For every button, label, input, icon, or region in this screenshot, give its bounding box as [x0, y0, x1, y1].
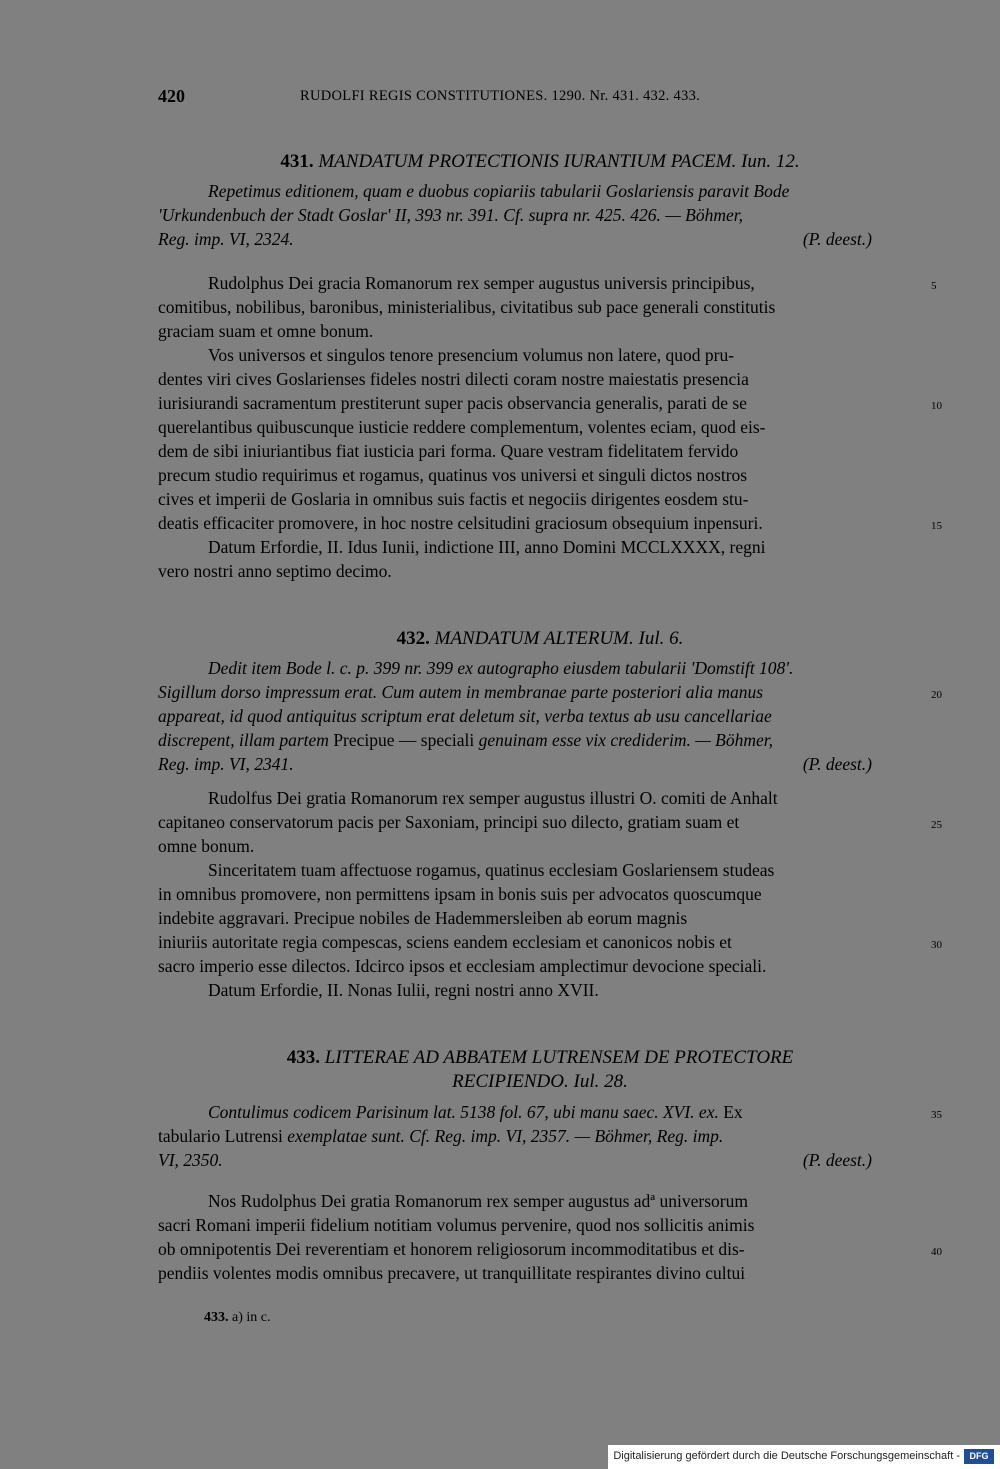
doc431-title: MANDATUM PROTECTIONIS IURANTIUM PACEM.	[318, 151, 737, 172]
doc433-note-1a: Contulimus codicem Parisinum lat. 5138 fol. 67, ubi manu saec. XVI. ex.	[208, 1102, 719, 1122]
margin-number-35: 35	[931, 1109, 942, 1121]
running-head: RUDOLFI REGIS CONSTITUTIONES. 1290. Nr. 431. 432. 433.	[300, 88, 701, 104]
doc432-note-5	[158, 752, 922, 776]
doc431-line-8: dem de sibi iniuriantibus fiat iusticia pari forma. Quare vestram fidelitatem fervido	[158, 441, 739, 461]
dfg-logo: DFG	[964, 1449, 994, 1464]
doc432-number: 432.	[396, 628, 430, 649]
doc431-line-13: vero nostri anno septimo decimo.	[158, 561, 392, 581]
margin-number-40: 40	[931, 1246, 942, 1258]
footnote-number: 433.	[204, 1310, 229, 1325]
doc431-line-9: precum studio requirimus et rogamus, quatinus vos universi et singuli dictos nostros	[158, 465, 748, 485]
footer-bar	[608, 1445, 1000, 1469]
doc433-note-1b: Ex	[723, 1102, 743, 1122]
doc433-note-3	[158, 1148, 922, 1172]
doc431-note-2: 'Urkundenbuch der Stadt Goslar' II, 393 nr. 391. Cf. supra nr. 425. 426. — Böhmer,	[158, 205, 743, 225]
doc433-note-2a: tabulario Lutrensi	[158, 1126, 283, 1146]
doc433-title-2: RECIPIENDO.	[452, 1071, 569, 1092]
doc431-line-2: comitibus, nobilibus, baronibus, ministerialibus, civitatibus sub pace generali constitutis	[158, 297, 776, 317]
doc432-note-4	[158, 728, 922, 752]
doc432-note-5-text: Reg. imp. VI, 2341.	[158, 754, 294, 774]
margin-number-15: 15	[931, 520, 942, 532]
doc432-tag: (P. deest.)	[802, 754, 872, 774]
doc431-heading	[158, 150, 922, 174]
doc433-note-3-text: VI, 2350.	[158, 1150, 223, 1170]
doc431-line-11: deatis efficaciter promovere, in hoc nostre celsitudini graciosum obsequium inpensuri.	[158, 513, 763, 533]
doc433-line-1: Nos Rudolphus Dei gratia Romanorum rex semper augustus adª universorum	[208, 1191, 748, 1211]
doc432-note-4b: Precipue — speciali	[333, 730, 475, 750]
doc432-heading	[158, 627, 922, 651]
footnote	[158, 1306, 922, 1330]
margin-number-10: 10	[931, 400, 942, 412]
doc433-line-3: ob omnipotentis Dei reverentiam et honorem religiosorum incommoditatibus et dis-	[158, 1239, 745, 1259]
doc433-title-1: LITTERAE AD ABBATEM LUTRENSEM DE PROTECTORE	[324, 1047, 794, 1068]
footnote-text: a) in c.	[232, 1310, 271, 1325]
doc432-note-4c: genuinam esse vix crediderim. — Böhmer,	[478, 730, 773, 750]
doc433-heading	[158, 1046, 922, 1070]
doc431-note-3	[158, 227, 922, 251]
doc432-date: Iul. 6.	[638, 628, 684, 649]
doc432-line-9: Datum Erfordie, II. Nonas Iulii, regni nostri anno XVII.	[208, 980, 599, 1000]
doc431-line-4: Vos universos et singulos tenore presencium volumus non latere, quod pru-	[208, 345, 735, 365]
doc432-line-8: sacro imperio esse dilectos. Idcirco ipsos et ecclesiam amplectimur devocione speciali.	[158, 956, 767, 976]
doc432-note-1: Dedit item Bode l. c. p. 399 nr. 399 ex autographo eiusdem tabularii 'Domstift 108'.	[208, 658, 794, 678]
doc432-title: MANDATUM ALTERUM.	[434, 628, 634, 649]
doc432-line-7: iniuriis autoritate regia compescas, sciens eandem ecclesiam et canonicos nobis et	[158, 932, 732, 952]
doc431-tag: (P. deest.)	[802, 229, 872, 249]
doc433-note-1	[158, 1100, 922, 1124]
doc432-line-5: in omnibus promovere, non permittens ipsam in bonis suis per advocatos quoscumque	[158, 884, 762, 904]
doc431-date: Iun. 12.	[741, 151, 800, 172]
margin-number-5: 5	[931, 280, 937, 292]
doc431-line-12: Datum Erfordie, II. Idus Iunii, indictione III, anno Domini MCCLXXXX, regni	[208, 537, 766, 557]
doc433-number: 433.	[286, 1047, 320, 1068]
doc431-line-10: cives et imperii de Goslaria in omnibus suis factis et negociis dirigentes eosdem stu-	[158, 489, 749, 509]
footer-text: Digitalisierung gefördert durch die Deutsche Forschungsgemeinschaft -	[613, 1450, 960, 1462]
doc431-number: 431.	[280, 151, 314, 172]
doc433-line-2: sacri Romani imperii fidelium notitiam volumus pervenire, quod nos sollicitis animis	[158, 1215, 755, 1235]
doc432-line-1: Rudolfus Dei gratia Romanorum rex semper augustus illustri O. comiti de Anhalt	[208, 788, 778, 808]
doc432-note-4a: discrepent, illam partem	[158, 730, 329, 750]
margin-number-25: 25	[931, 819, 942, 831]
doc431-note-1: Repetimus editionem, quam e duobus copiariis tabularii Goslariensis paravit Bode	[208, 181, 790, 201]
margin-number-30: 30	[931, 939, 942, 951]
doc432-note-3: appareat, id quod antiquitus scriptum erat deletum sit, verba textus ab usu cancellariae	[158, 706, 772, 726]
doc432-line-3: omne bonum.	[158, 836, 255, 856]
doc432-note-2: Sigillum dorso impressum erat. Cum autem in membranae parte posteriori alia manus	[158, 682, 764, 702]
doc433-line-4: pendiis volentes modis omnibus precavere, ut tranquillitate respirantes divino cultui	[158, 1263, 746, 1283]
doc433-tag: (P. deest.)	[802, 1150, 872, 1170]
doc433-date: Iul. 28.	[573, 1071, 628, 1092]
doc431-line-1: Rudolphus Dei gracia Romanorum rex semper augustus universis principibus,	[208, 273, 755, 293]
margin-number-20: 20	[931, 689, 942, 701]
doc431-line-3: graciam suam et omne bonum.	[158, 321, 374, 341]
doc431-line-5: dentes viri cives Goslarienses fideles nostri dilecti coram nostre maiestatis presencia	[158, 369, 749, 389]
doc431-line-6: iurisiurandi sacramentum prestiterunt super pacis observancia generalis, parati de se	[158, 393, 747, 413]
doc431-line-7: querelantibus quibuscunque iusticie reddere complementum, volentes eciam, quod eis-	[158, 417, 766, 437]
doc433-heading-2	[158, 1070, 922, 1094]
page-number: 420	[158, 86, 185, 106]
doc432-line-6: indebite aggravari. Precipue nobiles de Hademmersleiben ab eorum magnis	[158, 908, 688, 928]
doc432-line-4: Sinceritatem tuam affectuose rogamus, quatinus ecclesiam Goslariensem studeas	[208, 860, 775, 880]
doc432-line-2: capitaneo conservatorum pacis per Saxoniam, principi suo dilecto, gratiam suam et	[158, 812, 740, 832]
doc431-note-3-text: Reg. imp. VI, 2324.	[158, 229, 294, 249]
doc433-note-2b: exemplatae sunt. Cf. Reg. imp. VI, 2357. — Böhmer, Reg. imp.	[287, 1126, 724, 1146]
doc433-note-2	[158, 1124, 922, 1148]
